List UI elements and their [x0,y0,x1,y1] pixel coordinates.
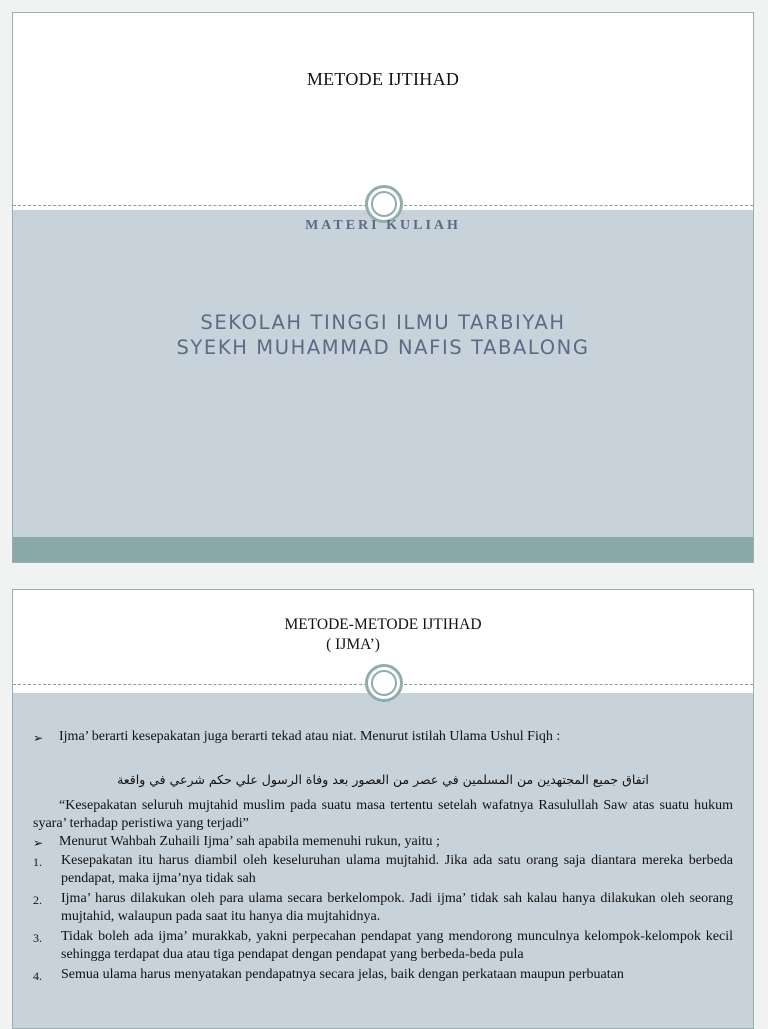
arrow-bullet-icon: ➢ [33,836,44,850]
list-item [33,966,733,985]
list-item [33,852,733,888]
title-band [13,210,753,537]
slide-title: METODE IJTIHAD [306,69,460,89]
institution-line-1: SEKOLAH TINGGI ILMU TARBIYAH [200,311,566,334]
institution-name [13,310,753,360]
list-item [33,890,733,926]
title-line-1: METODE-METODE IJTIHAD [284,616,482,633]
title-slide [12,12,754,563]
list-item [33,928,733,964]
slide-body [33,728,733,987]
footer-bar [13,537,753,563]
intro-text: Ijma’ berarti kesepakatan juga berarti tekad atau niat. Menurut istilah Ulama Ushul Fiqh : [59,729,561,744]
slide-subtitle: MATERI KULIAH [305,218,461,233]
list-number: 3. [33,931,42,945]
bullet-item [33,833,733,852]
list-text: Tidak boleh ada ijma’ murakkab, yakni perpecahan pendapat yang mendorong munculnya kelompok-kelompok kecil sehingga terdapat dua atau tiga pendapat dengan pendapat yang berbeda-beda pula [61,929,733,962]
bullet-item [33,728,733,747]
list-number: 2. [33,893,42,907]
list-text: Semua ulama harus menyatakan pendapatnya secara jelas, baik dengan perkataan maupun perbuatan [61,967,624,982]
circle-ornament-icon [365,664,403,702]
title-line-2: ( IJMA’) [326,636,380,653]
list-text: Kesepakatan itu harus diambil oleh keseluruhan ulama mujtahid. Jika ada satu orang saja diantara mereka berbeda pendapat, maka ijma’nya tidak sah [61,853,733,886]
list-number: 1. [33,855,42,869]
institution-line-2: SYEKH MUHAMMAD NAFIS TABALONG [176,336,590,359]
list-number: 4. [33,969,42,983]
arabic-definition: اتفاق جميع المجتهدين من المسلمين في عصر من العصور بعد وفاة الرسول علي حكم شرعي في واقعة [117,772,649,787]
list-text: Ijma’ harus dilakukan oleh para ulama secara berkelompok. Jadi ijma’ tidak sah kalau hanya dilakukan oleh seorang mujtahid, walaupun pada saat itu hanya dia mujtahidnya. [61,891,733,924]
conditions-intro: Menurut Wahbah Zuhaili Ijma’ sah apabila memenuhi rukun, yaitu ; [59,834,440,849]
definition-quote: “Kesepakatan seluruh mujtahid muslim pada suatu masa tertentu setelah wafatnya Rasulullah Saw atas suatu hukum syara’ terhadap peristiwa yang terjadi” [33,798,733,831]
content-slide [12,589,754,1029]
slide-title [13,615,753,655]
arrow-bullet-icon: ➢ [33,731,44,745]
